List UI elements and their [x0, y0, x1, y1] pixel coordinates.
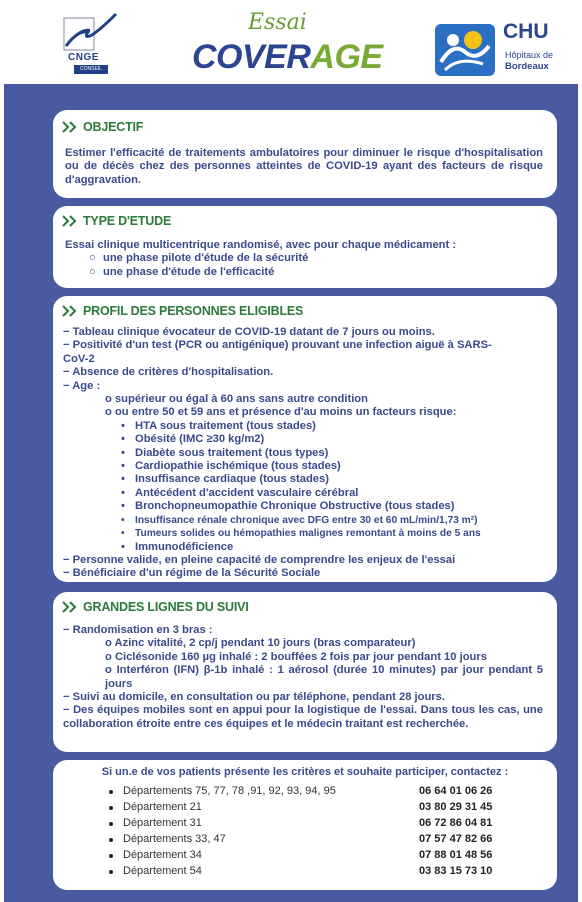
chevron-double-right-icon — [61, 215, 79, 227]
contact-phone[interactable]: 06 72 86 04 81 — [419, 817, 493, 829]
profil-line: CoV-2 — [63, 352, 95, 365]
cnge-subtitle: CONSEIL — [74, 65, 108, 74]
cnge-wordmark: CNGE — [68, 52, 99, 63]
contact-dept: Département 21 — [123, 801, 202, 813]
profil-line: − Age : — [63, 379, 101, 392]
contact-dept: Département 34 — [123, 849, 202, 861]
risk-item: • Insuffisance rénale chronique avec DFG entre 30 et 60 mL/min/1,73 m²) — [121, 514, 478, 526]
contact-dept: Département 54 — [123, 865, 202, 877]
chevron-double-right-icon — [61, 601, 79, 613]
profil-line: − Bénéficiaire d'un régime de la Sécurité Sociale — [63, 567, 321, 580]
contact-row — [53, 864, 557, 880]
age-criterion: o ou entre 50 et 59 ans et présence d'au moins un facteurs risque: — [105, 406, 457, 419]
coverage-part1: COVER — [192, 38, 311, 76]
objectif-title: OBJECTIF — [83, 120, 144, 134]
chu-title: CHU — [503, 20, 549, 43]
contact-phone[interactable]: 06 64 01 06 26 — [419, 785, 493, 797]
profil-title: PROFIL DES PERSONNES ELIGIBLES — [83, 304, 304, 318]
bullet-icon — [109, 790, 113, 794]
bullet-icon — [109, 870, 113, 874]
risk-item: • HTA sous traitement (tous stades) — [121, 419, 316, 432]
contact-phone[interactable]: 07 57 47 82 66 — [419, 833, 493, 845]
contact-title: Si un.e de vos patients présente les critères et souhaite participer, contactez : — [101, 766, 509, 778]
chevron-double-right-icon — [61, 121, 79, 133]
bullet-icon — [109, 806, 113, 810]
contact-phone[interactable]: 03 80 29 31 45 — [419, 801, 493, 813]
contact-dept: Départements 75, 77, 78 ,91, 92, 93, 94, 95 — [123, 785, 336, 797]
contact-card — [53, 760, 557, 890]
contact-row — [53, 784, 557, 800]
bullet-icon — [109, 822, 113, 826]
essai-label: Essai — [248, 10, 307, 35]
bullet-icon — [109, 838, 113, 842]
risk-item: • Immunodéficience — [121, 540, 234, 553]
risk-item: • Antécédent d'accident vasculaire cérébral — [121, 486, 359, 499]
profil-line: − Absence de critères d'hospitalisation. — [63, 366, 274, 379]
risk-item: • Diabète sous traitement (tous types) — [121, 446, 329, 459]
risk-item: • Bronchopneumopathie Chronique Obstructive (tous stades) — [121, 500, 455, 513]
risk-item: • Obésité (IMC ≥30 kg/m2) — [121, 433, 265, 446]
chu-logo-icon — [433, 22, 497, 78]
objectif-text: Estimer l'efficacité de traitements ambulatoires pour diminuer le risque d'hospitalisation ou de décès chez des personnes atteintes de COVID-19 ayant des facteurs de risque d'aggravation. — [65, 147, 543, 186]
suivi-line: − Des équipes mobiles sont en appui pour la logistique de l'essai. Dans tous les cas, une collaboration étroite entre ces équipes et le médecin traitant est recherchée. — [63, 704, 543, 730]
list-item: ○ une phase d'étude de l'efficacité — [89, 265, 275, 278]
contact-dept: Département 31 — [123, 817, 202, 829]
arm-item: o Ciclésonide 160 µg inhalé : 2 bouffées 2 fois par jour pendant 10 jours — [105, 650, 487, 663]
profil-line: − Tableau clinique évocateur de COVID-19 datant de 7 jours ou moins. — [63, 326, 435, 338]
age-criterion: o supérieur ou égal à 60 ans sans autre condition — [105, 393, 368, 406]
profil-line: − Personne valide, en pleine capacité de comprendre les enjeux de l'essai — [63, 553, 456, 566]
suivi-title: GRANDES LIGNES DU SUIVI — [83, 600, 249, 614]
chu-subtitle-1: Hôpitaux de — [505, 50, 554, 60]
coverage-title — [192, 38, 383, 77]
arm-item: o Azinc vitalité, 2 cp/j pendant 10 jours (bras comparateur) — [105, 637, 416, 650]
page-header — [0, 0, 582, 84]
risk-item: • Tumeurs solides ou hémopathies malignes remontant à moins de 5 ans — [121, 528, 481, 540]
risk-item: • Insuffisance cardiaque (tous stades) — [121, 473, 329, 486]
type-etude-title: TYPE D'ETUDE — [83, 214, 172, 228]
chevron-double-right-icon — [61, 305, 79, 317]
risk-item: • Cardiopathie ischémique (tous stades) — [121, 460, 341, 473]
type-etude-intro: Essai clinique multicentrique randomisé, avec pour chaque médicament : — [65, 239, 457, 251]
objectif-card — [53, 110, 557, 198]
arm-item: o Interféron (IFN) β-1b inhalé : 1 aérosol (durée 10 minutes) par jour pendant 5 jours — [105, 664, 543, 690]
type-etude-card — [53, 206, 557, 288]
profil-card — [53, 296, 557, 582]
suivi-line: − Randomisation en 3 bras : — [63, 624, 213, 636]
chu-subtitle-2: Bordeaux — [505, 61, 549, 72]
list-item: ○ une phase pilote d'étude de la sécurité — [89, 252, 309, 265]
contact-row — [53, 832, 557, 848]
contact-row — [53, 816, 557, 832]
coverage-part2: AGE — [310, 38, 383, 76]
contact-phone[interactable]: 03 83 15 73 10 — [419, 865, 493, 877]
suivi-card — [53, 592, 557, 752]
suivi-line: − Suivi au domicile, en consultation ou par téléphone, pendant 28 jours. — [63, 691, 445, 704]
contact-phone[interactable]: 07 88 01 48 56 — [419, 849, 493, 861]
contact-row — [53, 848, 557, 864]
contact-dept: Départements 33, 47 — [123, 833, 226, 845]
profil-line: − Positivité d'un test (PCR ou antigénique) prouvant une infection aiguë à SARS- — [63, 339, 492, 352]
contact-row — [53, 800, 557, 816]
bullet-icon — [109, 854, 113, 858]
